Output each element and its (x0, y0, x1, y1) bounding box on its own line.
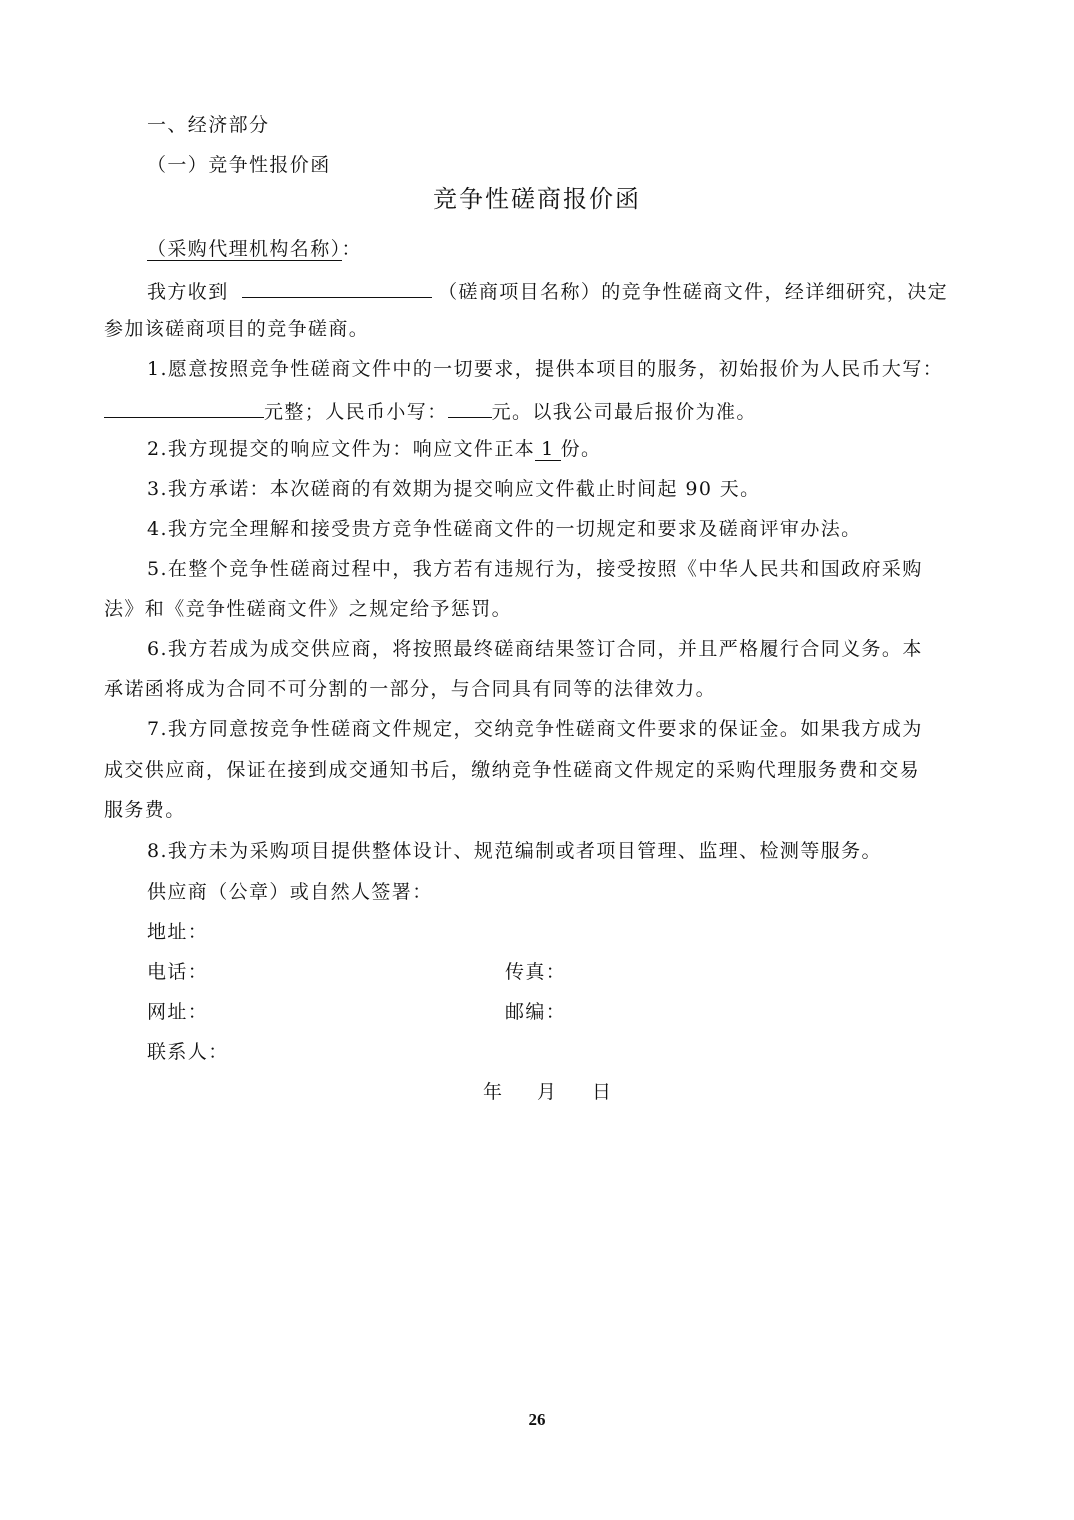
item-2-suffix: 份。 (560, 438, 602, 460)
page-number: 26 (528, 1410, 546, 1429)
item-1-line-2 (104, 397, 757, 424)
fax-label: 传真： (505, 961, 567, 983)
intro-line-2: 参加该磋商项目的竞争磋商。 (104, 318, 370, 340)
item-4: 4.我方完全理解和接受贵方竞争性磋商文件的一切规定和要求及磋商评审办法。 (147, 518, 862, 540)
postcode-label: 邮编： (505, 1001, 567, 1023)
item-6-line-2: 承诺函将成为合同不可分割的一部分，与合同具有同等的法律效力。 (104, 678, 717, 700)
item-6-line-1: 6.我方若成为成交供应商，将按照最终磋商结果签订合同，并且严格履行合同义务。本 (147, 638, 923, 660)
phone-label: 电话： (147, 961, 209, 983)
item-2 (147, 437, 601, 461)
item-1-line-1: 1.愿意按照竞争性磋商文件中的一切要求，提供本项目的服务，初始报价为人民币大写： (147, 358, 944, 380)
contact-label: 联系人： (147, 1041, 229, 1063)
price-lowercase-blank (448, 397, 492, 418)
addressee-colon: ： (341, 238, 362, 260)
intro-prefix: 我方收到 (147, 281, 229, 303)
intro-line-1 (147, 277, 948, 304)
item-3: 3.我方承诺：本次磋商的有效期为提交响应文件截止时间起 90 天。 (147, 478, 761, 500)
project-name-blank (242, 277, 432, 298)
intro-suffix: （磋商项目名称）的竞争性磋商文件，经详细研究，决定 (438, 281, 949, 303)
price-uppercase-blank (104, 397, 264, 418)
item-7-line-1: 7.我方同意按竞争性磋商文件规定，交纳竞争性磋商文件要求的保证金。如果我方成为 (147, 718, 923, 740)
supplier-signature-label: 供应商（公章）或自然人签署： (147, 881, 433, 903)
item-7-line-3: 服务费。 (104, 799, 186, 821)
date-year: 年 (483, 1081, 504, 1103)
item-1-text-b: 元。以我公司最后报价为准。 (491, 401, 757, 423)
addressee-line (147, 237, 362, 261)
subsection-heading: （一）竞争性报价函 (147, 154, 331, 176)
item-5-line-2: 法》和《竞争性磋商文件》之规定给予惩罚。 (104, 598, 513, 620)
item-2-text: 2.我方现提交的响应文件为：响应文件正本 (147, 438, 536, 460)
addressee-name: （采购代理机构名称） (147, 238, 342, 260)
item-7-line-2: 成交供应商，保证在接到成交通知书后，缴纳竞争性磋商文件规定的采购代理服务费和交易 (104, 759, 921, 781)
date-month: 月 (537, 1081, 558, 1103)
section-heading: 一、经济部分 (147, 114, 270, 136)
address-label: 地址： (147, 921, 209, 943)
item-8: 8.我方未为采购项目提供整体设计、规范编制或者项目管理、监理、检测等服务。 (147, 840, 882, 862)
website-label: 网址： (147, 1001, 209, 1023)
date-day: 日 (592, 1081, 613, 1103)
document-title: 竞争性磋商报价函 (433, 185, 641, 213)
item-5-line-1: 5.在整个竞争性磋商过程中，我方若有违规行为，接受按照《中华人民共和国政府采购 (147, 558, 923, 580)
copy-count: 1 (535, 438, 561, 461)
item-1-text-a: 元整；人民币小写： (264, 401, 448, 423)
